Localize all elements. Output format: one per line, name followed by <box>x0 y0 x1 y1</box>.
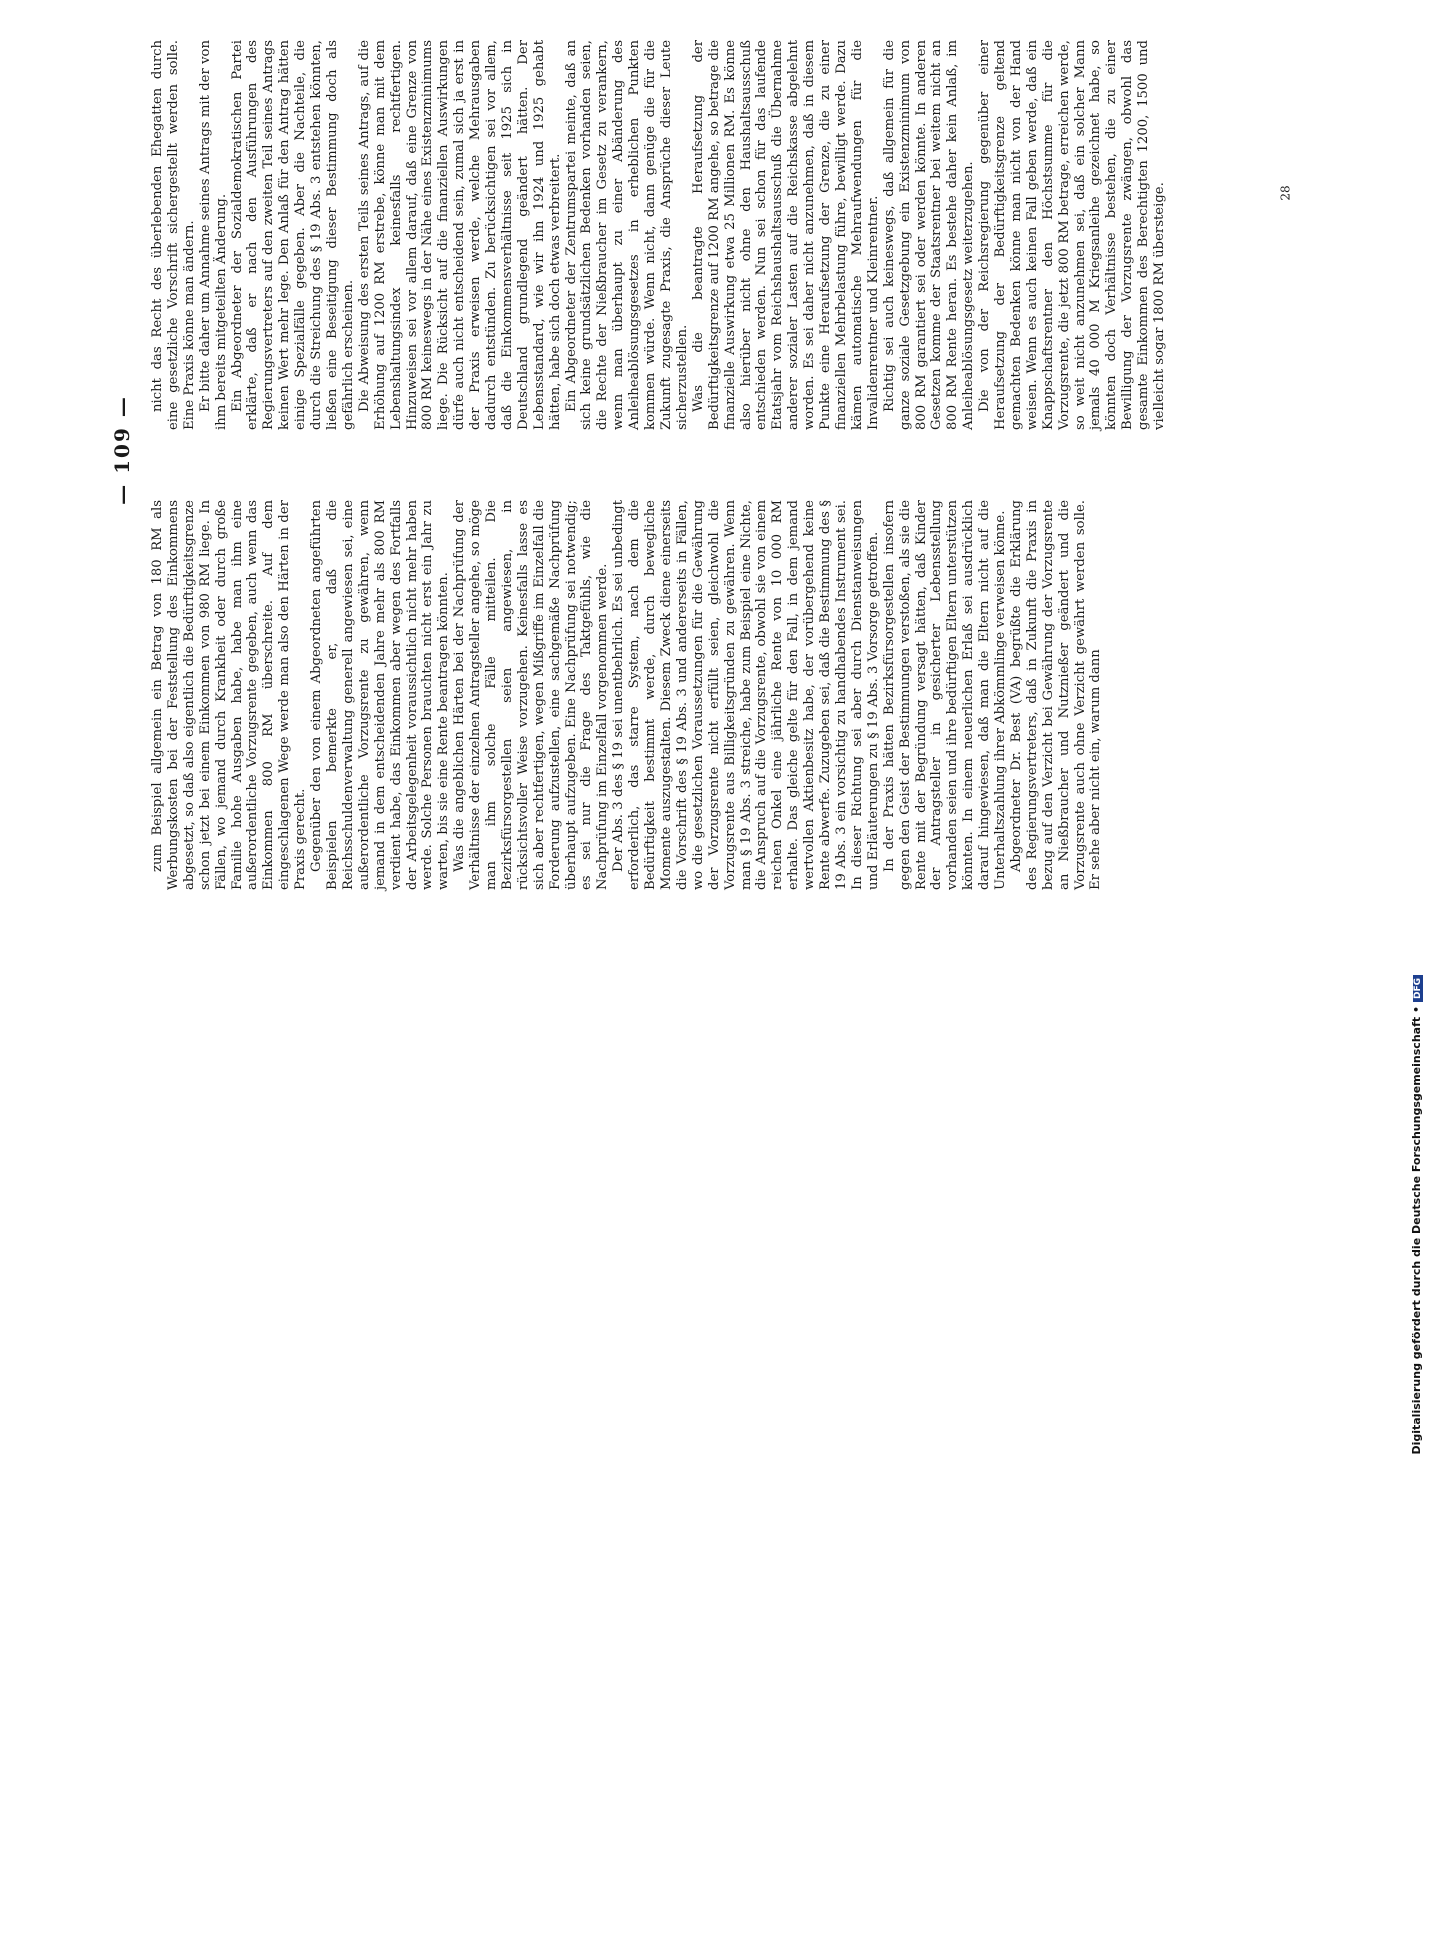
left-column <box>150 500 1104 890</box>
page-number: — 109 — <box>110 395 134 505</box>
paragraph: In der Praxis hätten Bezirksfürsorgestellen insofern gegen den Geist der Bestimmungen verstoßen, als sie die Rente mit der Begründung versagt hätten, daß Kinder der Antragsteller in gesicherter Lebensstellung vorhanden seien und ihre bedürftigen Eltern unterstützen könnten. In einem neuerlichen Erlaß sei ausdrücklich darauf hingewiesen, daß man die Eltern nicht auf die Unterhaltszahlung ihrer Abkömmlinge verweisen könne. <box>881 500 1009 890</box>
printed-sheet <box>110 10 1330 890</box>
rotated-scan <box>110 10 1330 890</box>
paragraph: zum Beispiel allgemein ein Betrag von 180 RM als Werbungskosten bei der Feststellung des Einkommens abgesetzt, so daß also eigentlich die Bedürftigkeitsgrenze schon jetzt bei einem Einkommen von 980 RM liege. In Fällen, wo jemand durch Krankheit oder durch große Familie hohe Ausgaben habe, habe man ihm eine außerordentliche Vorzugsrente gegeben, auch wenn das Einkommen 800 RM überschreite. Auf dem eingeschlagenen Wege werde man also den Härten in der Praxis gerecht. <box>150 500 309 890</box>
paragraph: Richtig sei auch keineswegs, daß allgemein für die ganze soziale Gesetzgebung ein Existenzminimum von 800 RM garantiert sei oder werden könnte. In anderen Gesetzen komme der Staatsrentner bei weitem nicht an 800 RM Rente heran. Es bestehe daher kein Anlaß, im Anleiheablösungsgesetz weiterzugehen. <box>881 40 977 430</box>
paragraph: Die von der Reichsregierung gegenüber einer Heraufsetzung der Bedürftigkeitsgrenze geltend gemachten Bedenken könne man nicht von der Hand weisen. Wenn es auch keinen Fall geben werde, daß ein Knappschaftsrentner den Höchstsumme für die Vorzugsrente, die jetzt 800 RM betrage, erreichen werde, so weit nicht anzunehmen sei, daß ein solcher Mann jemals 40 000 M Kriegsanleihe gezeichnet habe, so könnten doch Verhältnisse bestehen, die zu einer Bewilligung der Vorzugsrente zwängen, obwohl das gesamte Einkommen des Berechtigten 1200, 1500 und vielleicht sogar 1800 RM übersteige. <box>977 40 1168 430</box>
footer-page-number: 28 <box>1278 185 1293 201</box>
paragraph: Abgeordneter Dr. Best (VA) begrüßte die Erklärung des Regierungsvertreters, daß in Zukunft die Praxis in bezug auf den Verzicht bei Gewährung der Vorzugsrente an Nießbraucher und Nutznießer geändert und die Vorzugsrente auch ohne Verzicht gewährt werden solle. Er sehe aber nicht ein, warum dann <box>1008 500 1104 890</box>
right-column <box>150 40 1168 430</box>
paragraph: Die Abweisung des ersten Teils seines Antrags, auf die Erhöhung auf 1200 RM erstrebe, könne man mit dem Lebenshaltungsindex keinesfalls rechtfertigen. Hinzuweisen sei vor allem darauf, daß eine Grenze von 800 RM keineswegs in der Nähe eines Existenzminimums liege. Die Rücksicht auf die finanziellen Auswirkungen dürfe auch nicht entscheidend sein, zumal sich ja erst in der Praxis erweisen werde, welche Mehrausgaben dadurch entstünden. Zu berücksichtigen sei vor allem, daß die Einkommensverhältnisse seit 1925 sich in Deutschland grundlegend geändert hätten. Der Lebensstandard, wie wir ihn 1924 und 1925 gehabt hätten, habe sich doch etwas verbreitert. <box>356 40 563 430</box>
paragraph: Was die beantragte Heraufsetzung der Bedürftigkeitsgrenze auf 1200 RM angehe, so betrage die finanzielle Auswirkung etwa 25 Millionen RM. Es könne also hierüber nicht ohne den Haushaltsausschuß entschieden werden. Nun sei schon für das laufende Etatsjahr vom Reichshaushaltsausschuß die Übernahme anderer sozialer Lasten auf die Reichskasse abgelehnt worden. Es sei daher nicht anzunehmen, daß in diesem Punkte eine Heraufsetzung der Grenze, die zu einer finanziellen Mehrbelastung führe, bewilligt werde. Dazu kämen automatische Mehraufwendungen für die Invalidenrentner und Kleinrentner. <box>690 40 881 430</box>
paragraph: nicht das Recht des überlebenden Ehegatten durch eine gesetzliche Vorschrift sichergestellt werden solle. Eine Praxis könne man ändern. <box>150 40 197 430</box>
credit-text: Digitalisierung gefördert durch die Deutsche Forschungsgemeinschaft •DFG <box>1410 975 1423 1955</box>
paragraph: Gegenüber den von einem Abgeordneten angeführten Beispielen bemerkte er, daß die Reichsschuldenverwaltung generell angewiesen sei, eine außerordentliche Vorzugsrente zu gewähren, wenn jemand in dem entscheidenden Jahre mehr als 800 RM verdient habe, das Einkommen aber wegen des Fortfalls der Arbeitsgelegenheit voraussichtlich nicht mehr haben werde. Solche Personen brauchten nicht erst ein Jahr zu warten, bis sie eine Rente beantragen könnten. <box>309 500 452 890</box>
dfg-logo-icon: DFG <box>1413 975 1423 1002</box>
paragraph: Der Abs. 3 des § 19 sei unentbehrlich. Es sei unbedingt erforderlich, das starre System, nach dem die Bedürftigkeit bestimmt werde, durch bewegliche Momente auszugestalten. Diesem Zweck diene einerseits die Vorschrift des § 19 Abs. 3 und andererseits in Fällen, wo die gesetzlichen Voraussetzungen für die Gewährung der Vorzugsrente nicht erfüllt seien, gleichwohl die Vorzugsrente aus Billigkeitsgründen zu gewähren. Wenn man § 19 Abs. 3 streiche, habe zum Beispiel eine Nichte, die Anspruch auf die Vorzugsrente, obwohl sie von einem reichen Onkel eine jährliche Rente von 10 000 RM erhalte. Das gleiche gelte für den Fall, in dem jemand wertvollen Aktienbesitz habe, der vorübergehend keine Rente abwerfe. Zuzugeben sei, daß die Bestimmung des § 19 Abs. 3 ein vorsichtig zu handhabendes Instrument sei. In dieser Richtung sei aber durch Dienstanweisungen und Erläuterungen zu § 19 Abs. 3 Vorsorge getroffen. <box>611 500 881 890</box>
paragraph: Was die angeblichen Härten bei der Nachprüfung der Verhältnisse der einzelnen Antragsteller angehe, so möge man ihm solche Fälle mitteilen. Die Bezirksfürsorgestellen seien angewiesen, in rücksichtsvoller Weise vorzugehen. Keinesfalls lasse es sich aber rechtfertigen, wegen Mißgriffe im Einzelfall die Forderung aufzustellen, eine sachgemäße Nachprüfung überhaupt aufzugeben. Eine Nachprüfung sei notwendig; es sei nur die Frage des Taktgefühls, wie die Nachprüfung im Einzelfall vorgenommen werde. <box>452 500 611 890</box>
paragraph: Ein Abgeordneter der Zentrumspartei meinte, daß an sich keine grundsätzlichen Bedenken vorhanden seien, die Rechte der Nießbraucher im Gesetz zu verankern, wenn man überhaupt zu einer Abänderung des Anleiheablösungsgesetzes in erheblichen Punkten kommen würde. Wenn nicht, dann genüge die für die Zukunft zugesagte Praxis, die Ansprüche dieser Leute sicherzustellen. <box>563 40 690 430</box>
paragraph: Er bitte daher um Annahme seines Antrags mit der von ihm bereits mitgeteilten Änderung. <box>197 40 229 430</box>
dfg-credit <box>1408 8 1430 1455</box>
paragraph: Ein Abgeordneter der Sozialdemokratischen Partei erklärte, daß er nach den Ausführungen des Regierungsvertreters auf den zweiten Teil seines Antrags keinen Wert mehr lege. Den Anlaß für den Antrag hätten einige Spezialfälle gegeben. Aber die Nachteile, die durch die Streichung des § 19 Abs. 3 entstehen könnten, ließen eine Beseitigung dieser Bestimmung doch als gefährlich erscheinen. <box>229 40 356 430</box>
